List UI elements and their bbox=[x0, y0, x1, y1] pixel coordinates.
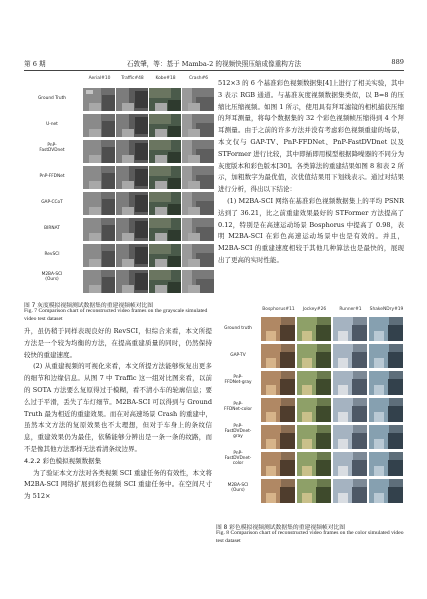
result-thumbnail bbox=[333, 317, 367, 341]
result-thumbnail bbox=[149, 192, 181, 215]
result-thumbnail bbox=[261, 344, 295, 368]
method-label-line: (Ours) bbox=[45, 277, 59, 282]
result-thumbnail bbox=[149, 166, 181, 189]
result-thumbnail bbox=[116, 218, 148, 241]
method-label-line: FastDVDnet- bbox=[224, 456, 252, 461]
figure-7-caption-en: Fig. 7 Comparison chart of reconstructed video frames on the grayscale simulated video test dataset bbox=[24, 308, 208, 322]
result-thumbnail bbox=[83, 192, 115, 215]
result-thumbnail bbox=[369, 479, 403, 503]
method-label-line: M2BA-SCI bbox=[41, 272, 63, 277]
method-label-line: PnP- bbox=[233, 451, 243, 456]
result-thumbnail bbox=[83, 270, 115, 293]
column-header: Crash#6 bbox=[188, 76, 209, 81]
figure-8-row bbox=[216, 478, 406, 504]
column-header: Jockey#26 bbox=[302, 307, 327, 312]
result-thumbnail bbox=[182, 140, 214, 163]
paragraph: 512×3 的 6 个基准彩色视频数据集[4]上进行了相关实验，其中 3 表示 RGB 通道。与基准灰度视频数据集类似，以 B=8 的压缩比压缩视频。如图 1 所示，使用具有拜耳滤镜的相机捕获压缩的拜耳测量，将每个数据集的 32 个彩色视频帧压缩得到 4 个拜耳测量。由于之前的许多方法并没有考虑彩色视频重建的场景，本文仅与 GAP-TV、PnP-FFDNet、PnP-FastDVDnet 以及 STFormer 进行比较，其中即插即用模型根据降噪器的不同分为灰度版本和彩色版本[30]。各类算法的重建结果如图 8 和表 2 所示，加粗数字为最优值，次优值结果用下划线表示。通过对结果进行分析，得出以下结论： bbox=[218, 79, 404, 194]
column-header: Bosphorus#11 bbox=[262, 307, 295, 312]
result-thumbnail bbox=[116, 166, 148, 189]
figure-8-caption-en: Fig. 8 Comparison chart of reconstructed video frames on the color simulated video test dataset bbox=[216, 530, 404, 544]
result-thumbnail bbox=[369, 317, 403, 341]
figure-7-row bbox=[24, 191, 216, 216]
result-thumbnail bbox=[333, 371, 367, 395]
method-label: BIRNAT bbox=[44, 226, 60, 231]
column-header: Kobe#18 bbox=[155, 76, 176, 81]
figure-8-row bbox=[216, 370, 406, 396]
subsection-heading: 4.2.2 彩色模拟视频数据集 bbox=[24, 456, 102, 465]
paragraph: 升，虽仍稍于同样表现良好的 RevSCI，但综合来看，本文所提方法是一个较为均衡的方法，在提高重建质量的同时，仍然保持较快的重建速度。 bbox=[24, 327, 212, 359]
method-label-line: FFDNet-color bbox=[224, 407, 252, 412]
result-thumbnail bbox=[297, 371, 331, 395]
result-thumbnail bbox=[261, 317, 295, 341]
method-label bbox=[216, 451, 260, 466]
result-thumbnail bbox=[116, 114, 148, 137]
figure-8-column-headers bbox=[261, 307, 406, 316]
figure-7-caption-cn: 图 7 灰度模拟视频测试数据集的重建视频帧对比图 bbox=[24, 303, 154, 309]
result-thumbnail bbox=[261, 371, 295, 395]
figure-8-row bbox=[216, 451, 406, 477]
result-thumbnail bbox=[261, 452, 295, 476]
result-thumbnail bbox=[297, 398, 331, 422]
method-label: PnP-FFDNet bbox=[39, 174, 65, 179]
column-header: Aerial#10 bbox=[88, 76, 111, 81]
result-thumbnail bbox=[149, 140, 181, 163]
result-thumbnail bbox=[83, 88, 115, 111]
method-label: GAP-CCoT bbox=[41, 200, 63, 205]
result-thumbnail bbox=[83, 166, 115, 189]
result-thumbnail bbox=[369, 452, 403, 476]
paragraph: (2) 从重建视频的可视化来看，本文所提方法能够恢复出更多的细节和边缘信息。从图 7 中 Traffic 这一组对比图来看，以前的 SOTA 方法要么复原得过于模糊，看不清小车的轮廓信息；要么过于平滑，丢失了车灯细节。M2BA-SCI 可以得到与 Ground Truth 最为相近的重建效果。而在对高速场景 Crash 的重建中，虽然本文方法的复原效果也不太理想，但对于车身上的条纹信息，重建效果仍为最佳，依稀能够分辨出是一条一条的纹路，而不是像其他方法那样无法看清条纹边界。 bbox=[24, 362, 212, 453]
figure-7 bbox=[24, 76, 216, 326]
figure-8-row bbox=[216, 316, 406, 342]
result-thumbnail bbox=[83, 114, 115, 137]
method-label-line: (Ours) bbox=[231, 488, 245, 493]
result-thumbnail bbox=[369, 398, 403, 422]
figure-7-column-headers bbox=[83, 76, 215, 85]
figure-7-row bbox=[24, 243, 216, 268]
result-thumbnail bbox=[182, 270, 214, 293]
running-title: 石敦肇，等：基于 Mamba-2 的视频快照压缩成像重构方法 bbox=[126, 60, 302, 68]
method-label-line: FFDNet-gray bbox=[224, 380, 252, 385]
method-label-line: PnP- bbox=[47, 143, 57, 148]
figure-8-row bbox=[216, 343, 406, 369]
result-thumbnail bbox=[261, 425, 295, 449]
figure-7-row bbox=[24, 87, 216, 112]
result-thumbnail bbox=[182, 88, 214, 111]
result-thumbnail bbox=[333, 344, 367, 368]
result-thumbnail bbox=[149, 114, 181, 137]
method-label: Ground Truth bbox=[37, 96, 67, 101]
result-thumbnail bbox=[261, 479, 295, 503]
method-label bbox=[24, 143, 80, 153]
result-thumbnail bbox=[297, 344, 331, 368]
result-thumbnail bbox=[116, 244, 148, 267]
result-thumbnail bbox=[182, 192, 214, 215]
result-thumbnail bbox=[182, 166, 214, 189]
result-thumbnail bbox=[149, 218, 181, 241]
running-header bbox=[24, 58, 404, 70]
method-label bbox=[216, 483, 260, 493]
figure-8 bbox=[216, 307, 406, 542]
figure-7-row bbox=[24, 113, 216, 138]
method-label bbox=[216, 424, 260, 439]
result-thumbnail bbox=[83, 140, 115, 163]
column-header: ShakeNDry#19 bbox=[369, 307, 404, 312]
result-thumbnail bbox=[333, 479, 367, 503]
result-thumbnail bbox=[116, 140, 148, 163]
figure-7-row bbox=[24, 217, 216, 242]
result-thumbnail bbox=[182, 218, 214, 241]
method-label: GAP-TV bbox=[230, 353, 246, 358]
right-column-text bbox=[218, 78, 404, 267]
method-label bbox=[216, 402, 260, 412]
method-label-line: gray bbox=[233, 434, 243, 439]
result-thumbnail bbox=[149, 88, 181, 111]
result-thumbnail bbox=[369, 425, 403, 449]
result-thumbnail bbox=[116, 88, 148, 111]
figure-7-row bbox=[24, 165, 216, 190]
figure-8-caption-cn: 图 8 彩色模拟视频测试数据集的重建视频帧对比图 bbox=[216, 525, 346, 531]
result-thumbnail bbox=[333, 452, 367, 476]
result-thumbnail bbox=[369, 344, 403, 368]
figure-8-row bbox=[216, 424, 406, 450]
method-label: Ground truth bbox=[224, 326, 252, 331]
result-thumbnail bbox=[333, 425, 367, 449]
result-thumbnail bbox=[149, 244, 181, 267]
paragraph: 为了验证本文方法对各类视频 SCI 重建任务的有效性，本文将 M2BA-SCI 网络扩展到彩色视频 SCI 重建任务中。在空间尺寸为 512× bbox=[24, 468, 212, 501]
result-thumbnail bbox=[116, 192, 148, 215]
result-thumbnail bbox=[297, 317, 331, 341]
method-label-line: M2BA-SCI bbox=[227, 483, 249, 488]
result-thumbnail bbox=[149, 270, 181, 293]
method-label-line: FastDVDnet- bbox=[224, 429, 252, 434]
method-label-line: FastDVDnet bbox=[39, 148, 65, 153]
result-thumbnail bbox=[83, 218, 115, 241]
result-thumbnail bbox=[369, 371, 403, 395]
figure-7-row bbox=[24, 139, 216, 164]
result-thumbnail bbox=[182, 244, 214, 267]
issue-number: 第 6 期 bbox=[24, 60, 46, 68]
result-thumbnail bbox=[116, 270, 148, 293]
method-label: U-net bbox=[46, 122, 58, 127]
method-label: RevSCI bbox=[44, 252, 60, 257]
result-thumbnail bbox=[297, 452, 331, 476]
method-label-line: PnP- bbox=[233, 424, 243, 429]
method-label bbox=[216, 375, 260, 385]
method-label-line: PnP- bbox=[233, 402, 243, 407]
result-thumbnail bbox=[182, 114, 214, 137]
result-thumbnail bbox=[297, 479, 331, 503]
column-header: Traffic#48 bbox=[121, 76, 144, 81]
result-thumbnail bbox=[261, 398, 295, 422]
method-label-line: PnP- bbox=[233, 375, 243, 380]
page-number: 889 bbox=[391, 58, 404, 66]
paragraph: (1) M2BA-SCI 网络在基准彩色视频数据集上的平均 PSNR 达到了 36.21，比之前重建效果最好的 STFormer 方法提高了 0.12，特别是在高速运动场景 Bosphorus 中提高了 0.98，表明 M2BA-SCI 在彩色高速运动场景中也是有效的。并且，M2BA-SCI 的重建速度相较于其他几种算法也是最快的，展现出了更高的实时性能。 bbox=[218, 196, 404, 264]
method-label-line: color bbox=[232, 461, 244, 466]
method-label bbox=[24, 272, 80, 282]
figure-7-row bbox=[24, 269, 216, 294]
result-thumbnail bbox=[297, 425, 331, 449]
result-thumbnail bbox=[83, 244, 115, 267]
figure-8-row bbox=[216, 397, 406, 423]
header-rule bbox=[24, 70, 404, 71]
result-thumbnail bbox=[333, 398, 367, 422]
left-column-text bbox=[24, 326, 212, 503]
column-header: Runner#1 bbox=[339, 307, 362, 312]
